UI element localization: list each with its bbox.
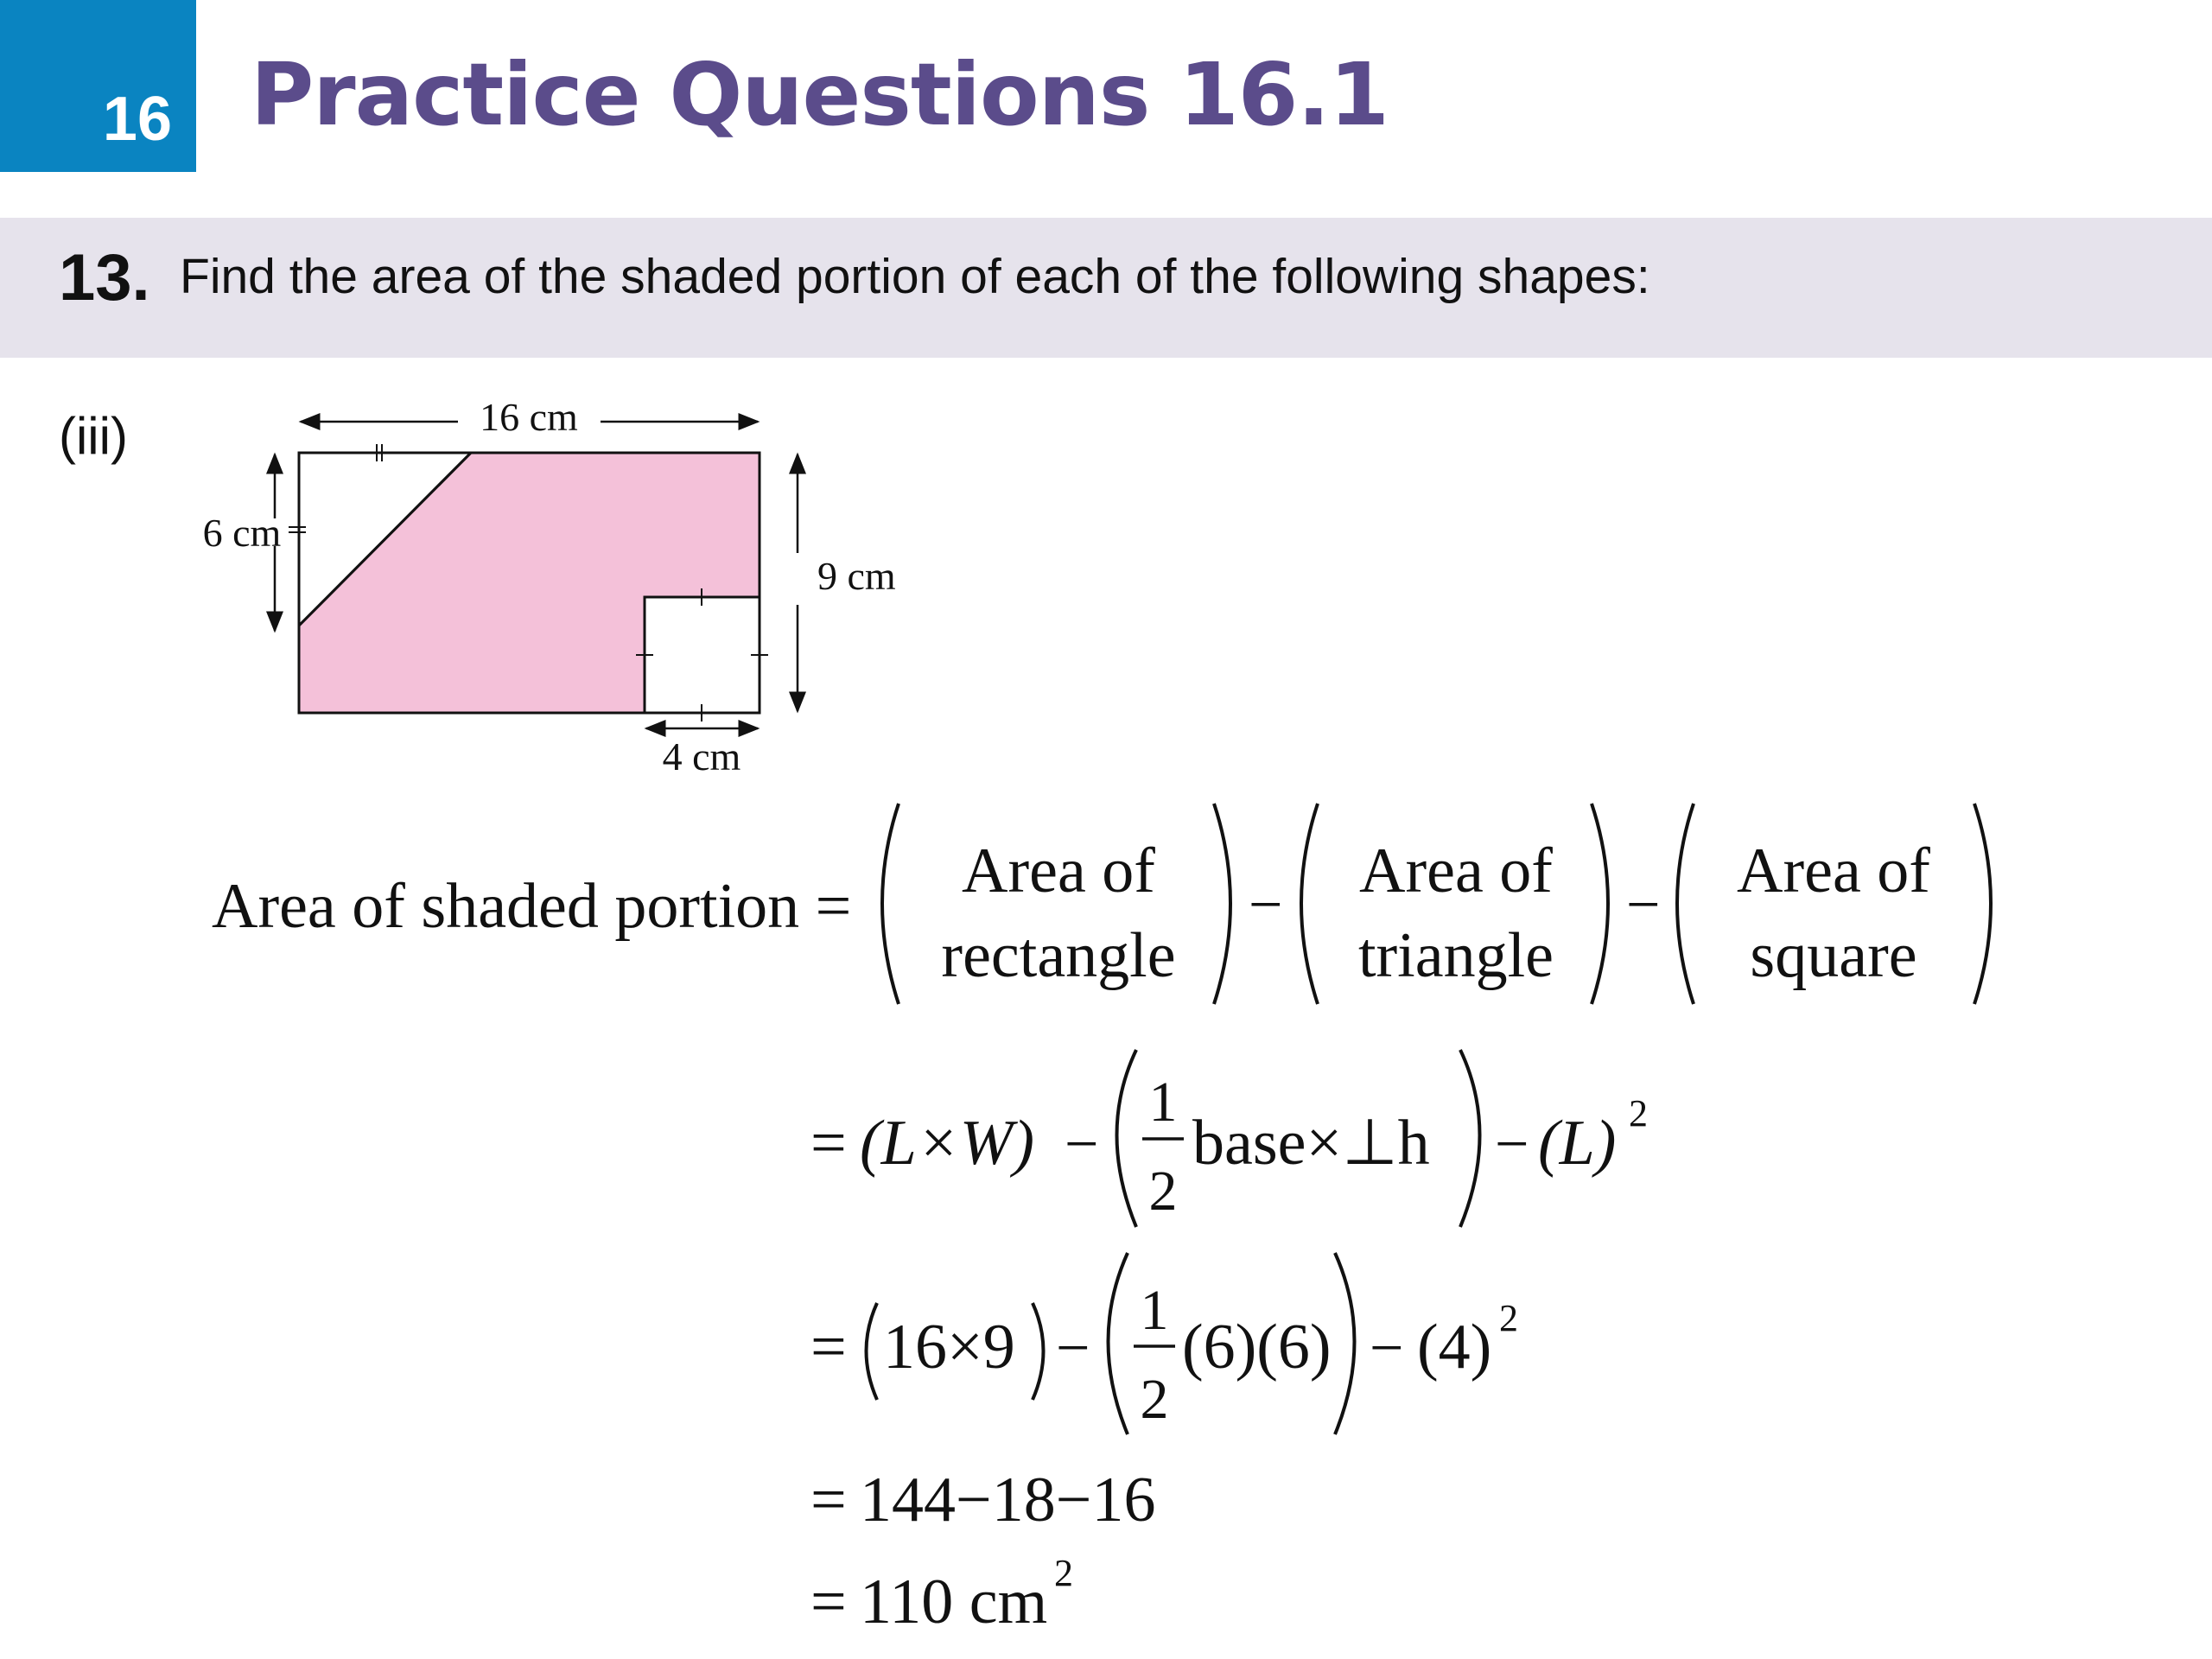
eq-3: = <box>810 1465 847 1535</box>
half-num-2: 1 <box>1140 1279 1169 1342</box>
eq-4: = <box>810 1567 847 1637</box>
term2-line1: Area of <box>1359 836 1553 906</box>
eq-1: = <box>810 1108 847 1179</box>
term3-line1: Area of <box>1737 836 1930 906</box>
eq-2: = <box>810 1312 847 1382</box>
paren-left-4 <box>1117 1050 1137 1227</box>
minus-4: − <box>1495 1111 1529 1178</box>
line1-b: base×⊥h <box>1192 1108 1430 1179</box>
half-den-1: 2 <box>1148 1160 1178 1223</box>
term1-line1: Area of <box>962 836 1155 906</box>
paren-right-3 <box>1974 804 1991 1004</box>
line1-a: (L×W) <box>860 1108 1035 1179</box>
page-title: Practice Questions 16.1 <box>251 44 1389 145</box>
minus-5: − <box>1056 1315 1090 1382</box>
term2-line2: triangle <box>1357 920 1554 991</box>
paren-left-3 <box>1677 804 1694 1004</box>
line1-c: (L) <box>1538 1108 1617 1179</box>
part-label: (iii) <box>59 407 128 465</box>
paren-left-5 <box>867 1303 878 1400</box>
line2-c: (4) <box>1417 1312 1492 1382</box>
line2-a: 16×9 <box>883 1312 1015 1382</box>
paren-right-4 <box>1460 1050 1480 1227</box>
paren-left-6 <box>1109 1253 1128 1434</box>
term1-line2: rectangle <box>941 920 1176 991</box>
paren-right-6 <box>1335 1253 1355 1434</box>
half-den-2: 2 <box>1140 1368 1169 1431</box>
line1-exponent: 2 <box>1629 1092 1648 1135</box>
term3-line2: square <box>1750 920 1917 991</box>
paren-right-5 <box>1033 1303 1044 1400</box>
chapter-number: 16 <box>102 85 172 154</box>
line4: 110 cm <box>860 1567 1048 1637</box>
left-side-label: 6 cm <box>202 511 282 555</box>
line2-exponent: 2 <box>1499 1297 1518 1339</box>
right-side-label: 9 cm <box>817 554 896 598</box>
lhs-label: Area of shaded portion = <box>212 871 852 942</box>
minus-6: − <box>1370 1315 1404 1382</box>
half-num-1: 1 <box>1148 1071 1178 1134</box>
line3: 144−18−16 <box>860 1465 1156 1535</box>
paren-left-1 <box>882 804 899 1004</box>
line2-b: (6)(6) <box>1182 1312 1332 1382</box>
line4-exponent: 2 <box>1054 1552 1073 1594</box>
question-text: Find the area of the shaded portion of each of the following shapes: <box>180 249 1650 304</box>
paren-right-2 <box>1592 804 1608 1004</box>
square-side-label: 4 cm <box>662 734 741 779</box>
minus-1: − <box>1249 872 1283 938</box>
paren-left-2 <box>1301 804 1318 1004</box>
paren-right-1 <box>1214 804 1230 1004</box>
top-length-label: 16 cm <box>480 395 578 439</box>
question-number: 13. <box>59 241 150 315</box>
minus-3: − <box>1065 1111 1099 1178</box>
minus-2: − <box>1626 872 1661 938</box>
